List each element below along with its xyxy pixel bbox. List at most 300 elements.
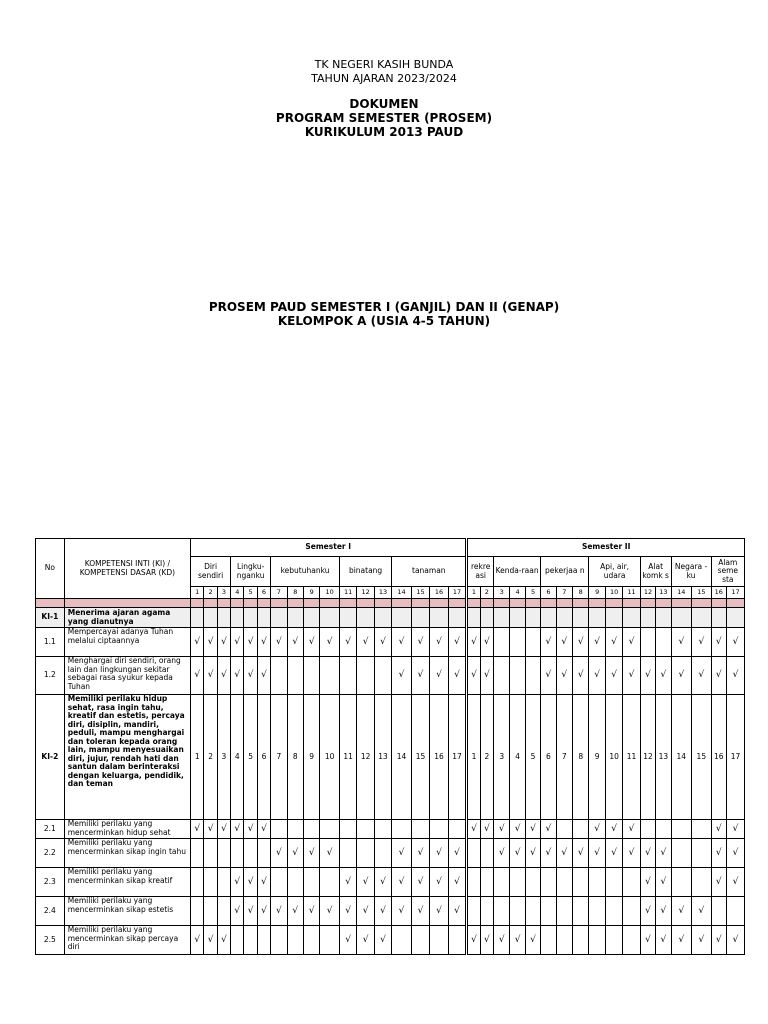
week-number: 15	[411, 587, 429, 599]
check-mark: √	[191, 820, 204, 839]
empty-cell	[589, 868, 605, 897]
empty-cell	[303, 608, 319, 628]
check-mark: √	[430, 657, 448, 695]
check-mark: √	[374, 926, 391, 955]
check-mark: √	[217, 657, 230, 695]
check-mark: √	[671, 897, 692, 926]
week-number: 15	[411, 695, 429, 820]
empty-cell	[204, 608, 217, 628]
empty-cell	[287, 926, 303, 955]
week-number: 9	[589, 587, 605, 599]
check-mark: √	[339, 897, 356, 926]
empty-cell	[320, 820, 340, 839]
competency-text: Menghargai diri sendiri, orang lain dan lingkungan sekitar sebagai rasa syukur kepada Tuhan	[64, 657, 190, 695]
document-subtitle: PROGRAM SEMESTER (PROSEM)	[275, 111, 493, 125]
empty-cell	[303, 820, 319, 839]
empty-cell	[692, 820, 712, 839]
week-number: 3	[217, 695, 230, 820]
empty-cell	[623, 926, 640, 955]
check-mark: √	[726, 628, 744, 657]
check-mark: √	[448, 657, 467, 695]
check-mark: √	[411, 897, 429, 926]
week-number: 9	[589, 695, 605, 820]
empty-cell	[573, 926, 589, 955]
empty-cell	[480, 897, 493, 926]
check-mark: √	[726, 657, 744, 695]
check-mark: √	[510, 839, 525, 868]
theme-header: Kenda-raan	[494, 557, 541, 587]
week-number: 15	[692, 587, 712, 599]
empty-cell	[525, 657, 540, 695]
check-mark: √	[217, 628, 230, 657]
empty-cell	[556, 926, 572, 955]
check-mark: √	[271, 839, 287, 868]
empty-cell	[605, 608, 622, 628]
competency-text: Menerima ajaran agama yang dianutnya	[64, 608, 190, 628]
empty-cell	[271, 820, 287, 839]
empty-cell	[320, 608, 340, 628]
check-mark: √	[411, 628, 429, 657]
check-mark: √	[711, 839, 726, 868]
check-mark: √	[339, 868, 356, 897]
empty-cell	[257, 608, 270, 628]
ki-row	[36, 695, 745, 820]
check-mark: √	[525, 839, 540, 868]
check-mark: √	[204, 628, 217, 657]
competency-text: Memiliki perilaku yang mencerminkan sikap kreatif	[64, 868, 190, 897]
week-number: 17	[448, 695, 467, 820]
check-mark: √	[467, 628, 480, 657]
row-number: 2.1	[36, 820, 65, 839]
kd-row	[36, 657, 745, 695]
check-mark: √	[640, 897, 655, 926]
row-number: 1.1	[36, 628, 65, 657]
check-mark: √	[244, 657, 257, 695]
check-mark: √	[231, 820, 244, 839]
check-mark: √	[392, 657, 412, 695]
competency-text: Memiliki perilaku yang mencerminkan sikap estetis	[64, 897, 190, 926]
ki-row	[36, 608, 745, 628]
check-mark: √	[494, 926, 510, 955]
check-mark: √	[430, 628, 448, 657]
check-mark: √	[656, 897, 671, 926]
kd-row	[36, 839, 745, 868]
check-mark: √	[640, 657, 655, 695]
empty-cell	[287, 820, 303, 839]
check-mark: √	[244, 820, 257, 839]
empty-cell	[467, 897, 480, 926]
empty-cell	[257, 926, 270, 955]
week-number: 2	[480, 695, 493, 820]
week-number: 10	[605, 587, 622, 599]
empty-cell	[191, 897, 204, 926]
prosem-title: PROSEM PAUD SEMESTER I (GANJIL) DAN II (GENAP)	[208, 300, 560, 314]
row-number: KI-2	[36, 695, 65, 820]
empty-cell	[257, 839, 270, 868]
week-number: 10	[320, 695, 340, 820]
week-number: 14	[671, 695, 692, 820]
empty-cell	[541, 897, 556, 926]
check-mark: √	[191, 657, 204, 695]
week-number: 10	[320, 587, 340, 599]
check-mark: √	[480, 820, 493, 839]
check-mark: √	[711, 657, 726, 695]
check-mark: √	[392, 868, 412, 897]
empty-cell	[556, 897, 572, 926]
empty-cell	[510, 608, 525, 628]
empty-cell	[494, 628, 510, 657]
week-number: 13	[374, 695, 391, 820]
theme-header: rekre asi	[467, 557, 494, 587]
theme-header: binatang	[339, 557, 391, 587]
competency-text: Memiliki perilaku yang mencerminkan sikap percaya diri	[64, 926, 190, 955]
week-number: 11	[339, 695, 356, 820]
check-mark: √	[217, 926, 230, 955]
check-mark: √	[271, 628, 287, 657]
empty-cell	[448, 608, 467, 628]
check-mark: √	[494, 839, 510, 868]
check-mark: √	[411, 657, 429, 695]
check-mark: √	[448, 839, 467, 868]
week-number: 5	[244, 695, 257, 820]
empty-cell	[605, 868, 622, 897]
check-mark: √	[573, 628, 589, 657]
week-number: 6	[541, 587, 556, 599]
check-mark: √	[467, 926, 480, 955]
check-mark: √	[320, 897, 340, 926]
week-number: 13	[656, 695, 671, 820]
check-mark: √	[556, 628, 572, 657]
check-mark: √	[448, 628, 467, 657]
empty-cell	[191, 839, 204, 868]
empty-cell	[244, 839, 257, 868]
empty-cell	[573, 868, 589, 897]
academic-year: TAHUN AJARAN 2023/2024	[311, 72, 457, 85]
week-number: 7	[556, 587, 572, 599]
week-number: 7	[556, 695, 572, 820]
check-mark: √	[692, 926, 712, 955]
check-mark: √	[374, 628, 391, 657]
theme-header: kebutuhanku	[271, 557, 340, 587]
week-number: 3	[217, 587, 230, 599]
check-mark: √	[623, 657, 640, 695]
check-mark: √	[392, 839, 412, 868]
theme-header: Negara -ku	[671, 557, 711, 587]
empty-cell	[231, 926, 244, 955]
empty-cell	[556, 820, 572, 839]
empty-cell	[711, 608, 726, 628]
semester-1-header: Semester I	[191, 539, 467, 557]
week-number: 4	[231, 695, 244, 820]
week-number: 4	[231, 587, 244, 599]
check-mark: √	[726, 868, 744, 897]
check-mark: √	[605, 839, 622, 868]
week-number: 8	[287, 587, 303, 599]
document-title-block	[0, 97, 768, 139]
week-number: 2	[480, 587, 493, 599]
check-mark: √	[573, 839, 589, 868]
week-number: 5	[525, 695, 540, 820]
row-number: KI-1	[36, 608, 65, 628]
check-mark: √	[357, 897, 374, 926]
theme-header: tanaman	[392, 557, 467, 587]
check-mark: √	[287, 628, 303, 657]
theme-header: Diri sendiri	[191, 557, 231, 587]
school-name: TK NEGERI KASIH BUNDA	[314, 58, 454, 71]
empty-cell	[589, 926, 605, 955]
check-mark: √	[411, 868, 429, 897]
week-number: 9	[303, 695, 319, 820]
empty-cell	[411, 608, 429, 628]
check-mark: √	[244, 628, 257, 657]
empty-cell	[671, 839, 692, 868]
empty-cell	[339, 657, 356, 695]
week-number: 7	[271, 587, 287, 599]
check-mark: √	[231, 897, 244, 926]
row-number: 2.3	[36, 868, 65, 897]
week-number: 16	[430, 695, 448, 820]
empty-cell	[320, 926, 340, 955]
prosem-table	[35, 538, 745, 955]
theme-header: Alat komk s	[640, 557, 671, 587]
check-mark: √	[656, 657, 671, 695]
check-mark: √	[480, 628, 493, 657]
empty-cell	[357, 608, 374, 628]
empty-cell	[217, 839, 230, 868]
competency-text: Memiliki perilaku hidup sehat, rasa ingin tahu, kreatif dan estetis, percaya diri, disiplin, mandiri, peduli, mampu menghargai dan toleran kepada orang lain, mampu menyesuaikan diri, jujur, rendah hati dan santun dalam berinteraksi dengan keluarga, pendidik, dan teman	[64, 695, 190, 820]
empty-cell	[480, 868, 493, 897]
theme-header: pekerjaa n	[541, 557, 589, 587]
week-number: 4	[510, 587, 525, 599]
check-mark: √	[217, 820, 230, 839]
week-number: 5	[525, 587, 540, 599]
check-mark: √	[671, 628, 692, 657]
check-mark: √	[320, 839, 340, 868]
empty-cell	[589, 897, 605, 926]
check-mark: √	[541, 820, 556, 839]
empty-cell	[510, 897, 525, 926]
empty-cell	[191, 868, 204, 897]
empty-cell	[726, 608, 744, 628]
empty-cell	[467, 608, 480, 628]
empty-cell	[525, 608, 540, 628]
check-mark: √	[357, 628, 374, 657]
week-number: 3	[494, 587, 510, 599]
check-mark: √	[303, 897, 319, 926]
check-mark: √	[257, 868, 270, 897]
empty-cell	[287, 608, 303, 628]
empty-cell	[467, 839, 480, 868]
check-mark: √	[510, 926, 525, 955]
check-mark: √	[392, 628, 412, 657]
check-mark: √	[541, 628, 556, 657]
week-number: 8	[573, 587, 589, 599]
row-number: 2.5	[36, 926, 65, 955]
check-mark: √	[711, 868, 726, 897]
empty-cell	[494, 868, 510, 897]
kd-row	[36, 628, 745, 657]
week-number: 17	[726, 695, 744, 820]
week-number: 13	[374, 587, 391, 599]
empty-cell	[541, 868, 556, 897]
no-header: No	[36, 539, 65, 599]
empty-cell	[510, 628, 525, 657]
week-number: 11	[623, 695, 640, 820]
week-number: 8	[573, 695, 589, 820]
empty-cell	[231, 608, 244, 628]
week-number: 2	[204, 695, 217, 820]
empty-cell	[392, 926, 412, 955]
week-number: 12	[640, 695, 655, 820]
empty-cell	[692, 608, 712, 628]
check-mark: √	[589, 628, 605, 657]
check-mark: √	[525, 926, 540, 955]
empty-cell	[271, 868, 287, 897]
check-mark: √	[231, 868, 244, 897]
empty-cell	[573, 820, 589, 839]
week-number: 13	[656, 587, 671, 599]
empty-cell	[217, 897, 230, 926]
empty-cell	[374, 608, 391, 628]
empty-cell	[541, 926, 556, 955]
check-mark: √	[656, 868, 671, 897]
empty-cell	[287, 657, 303, 695]
empty-cell	[480, 608, 493, 628]
check-mark: √	[541, 657, 556, 695]
document-title: DOKUMEN	[349, 97, 419, 111]
kd-row	[36, 897, 745, 926]
theme-header: Alam seme sta	[711, 557, 744, 587]
check-mark: √	[692, 657, 712, 695]
empty-cell	[448, 926, 467, 955]
competency-text: Memiliki perilaku yang mencerminkan hidup sehat	[64, 820, 190, 839]
empty-cell	[556, 868, 572, 897]
empty-cell	[339, 608, 356, 628]
table-body	[36, 599, 745, 955]
semester-2-header: Semester II	[467, 539, 745, 557]
empty-cell	[671, 608, 692, 628]
check-mark: √	[589, 839, 605, 868]
check-mark: √	[257, 657, 270, 695]
check-mark: √	[374, 868, 391, 897]
empty-cell	[392, 820, 412, 839]
empty-cell	[244, 926, 257, 955]
check-mark: √	[711, 926, 726, 955]
check-mark: √	[204, 926, 217, 955]
week-number: 1	[467, 695, 480, 820]
check-mark: √	[430, 868, 448, 897]
week-number: 6	[257, 587, 270, 599]
week-number: 17	[726, 587, 744, 599]
week-number: 1	[467, 587, 480, 599]
check-mark: √	[692, 628, 712, 657]
empty-cell	[204, 897, 217, 926]
check-mark: √	[589, 657, 605, 695]
check-mark: √	[480, 926, 493, 955]
week-number: 3	[494, 695, 510, 820]
check-mark: √	[357, 926, 374, 955]
empty-cell	[467, 868, 480, 897]
empty-cell	[494, 657, 510, 695]
check-mark: √	[605, 628, 622, 657]
group-title: KELOMPOK A (USIA 4-5 TAHUN)	[277, 314, 491, 328]
check-mark: √	[623, 628, 640, 657]
empty-cell	[204, 839, 217, 868]
week-number: 14	[392, 695, 412, 820]
check-mark: √	[726, 820, 744, 839]
week-number: 12	[357, 587, 374, 599]
week-number: 14	[392, 587, 412, 599]
check-mark: √	[671, 926, 692, 955]
check-mark: √	[589, 820, 605, 839]
curriculum-title: KURIKULUM 2013 PAUD	[304, 125, 464, 139]
week-number: 1	[191, 587, 204, 599]
check-mark: √	[726, 926, 744, 955]
check-mark: √	[392, 897, 412, 926]
empty-cell	[510, 868, 525, 897]
check-mark: √	[231, 628, 244, 657]
kd-row	[36, 820, 745, 839]
week-number: 17	[448, 587, 467, 599]
check-mark: √	[623, 820, 640, 839]
check-mark: √	[726, 839, 744, 868]
empty-cell	[656, 820, 671, 839]
empty-cell	[271, 608, 287, 628]
school-header	[0, 58, 768, 86]
empty-cell	[623, 897, 640, 926]
check-mark: √	[510, 820, 525, 839]
empty-cell	[656, 628, 671, 657]
check-mark: √	[640, 926, 655, 955]
week-number: 16	[711, 695, 726, 820]
empty-cell	[556, 608, 572, 628]
check-mark: √	[605, 657, 622, 695]
check-mark: √	[448, 897, 467, 926]
week-number: 10	[605, 695, 622, 820]
empty-cell	[525, 897, 540, 926]
week-number: 9	[303, 587, 319, 599]
check-mark: √	[287, 839, 303, 868]
theme-header: Lingku-nganku	[231, 557, 271, 587]
check-mark: √	[257, 628, 270, 657]
kd-row	[36, 926, 745, 955]
empty-cell	[525, 628, 540, 657]
empty-cell	[623, 608, 640, 628]
empty-cell	[339, 839, 356, 868]
week-number: 15	[692, 695, 712, 820]
check-mark: √	[339, 628, 356, 657]
check-mark: √	[191, 926, 204, 955]
check-mark: √	[339, 926, 356, 955]
check-mark: √	[711, 820, 726, 839]
empty-cell	[374, 657, 391, 695]
empty-cell	[339, 820, 356, 839]
empty-cell	[671, 868, 692, 897]
week-number: 5	[244, 587, 257, 599]
check-mark: √	[320, 628, 340, 657]
empty-cell	[303, 926, 319, 955]
week-number: 12	[357, 695, 374, 820]
check-mark: √	[411, 839, 429, 868]
check-mark: √	[556, 839, 572, 868]
empty-cell	[525, 868, 540, 897]
empty-cell	[605, 926, 622, 955]
empty-cell	[357, 820, 374, 839]
empty-cell	[640, 628, 655, 657]
check-mark: √	[541, 839, 556, 868]
empty-cell	[573, 608, 589, 628]
check-mark: √	[244, 868, 257, 897]
